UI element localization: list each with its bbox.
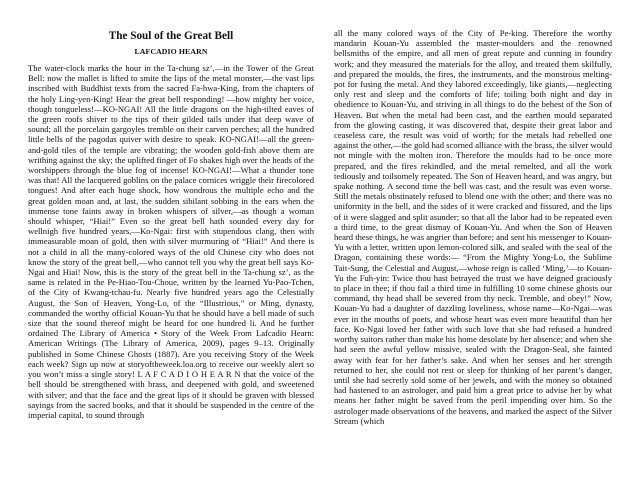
document-author: LAFCADIO HEARN: [134, 47, 208, 56]
left-column: [28, 30, 314, 420]
document-title: The Soul of the Great Bell: [108, 30, 234, 42]
left-column-text: The water-clock marks the hour in the Ta-chung sz’,—in the Tower of the Great Bell: now the mallet is lifted to smite the lips of the metal monster,—the vast lips inscribed with Buddhist texts from the sacred Fa-hwa-King, from the chapters of the holy Ling-yen-King! Hear the great bell responding! —how mighty her voice, though tongueless!—KO-NGAI! All the little dragons on the high-tilted eaves of the green roofs shiver to the tips of their gilded tails under that deep wave of sound; all the porcelain gargoyles tremble on their carven perches; all the hundred little bells of the pagodas quiver with desire to speak. KO-NGAI!—all the green-and-gold tiles of the temple are vibrating; the wooden gold-fish above them are writhing against the sky; the uplifted finger of Fo shakes high over the heads of the worshippers through the blue fog of incense! KO-NGAI!—What a thunder tone was that! All the lacquered goblins on the palace cornices wriggle their firecolored tongues! And after each huge shock, how wondrous the multiple echo and the great golden moan and, at last, the sudden sibilant sobbing in the ears when the immense tone faints away in broken whispers of silver,—as though a woman should whisper, “Hiai!” Even so the great bell hath sounded every day for wellnigh five hundred years,—Ko-Ngai: first with stupendous clang, then with immeasurable moan of gold, then with silver murmuring of “Hiai!” And there is not a child in all the many-colored ways of the old Chinese city who does not know the story of the great bell,—who cannot tell you why the great bell says Ko-Ngai and Hiai! Now, this is the story of the great bell in the Ta-chung sz’, as the same is related in the Pe-Hiao-Tou-Choue, written by the learned Yu-Pao-Tchen, of the City of Kwang-tchau-fu. Nearly five hundred years ago the Celestially August, the Son of Heaven, Yong-Lo, of the “Illustrious,” or Ming, dynasty, commanded the worthy official Kouan-Yu that he should have a bell made of such size that the sound thereof might be heard for one hundred li. And he further ordained The Library of America • Story of the Week From Lafcadio Hearn: American Writings (The Library of America, 2009), pages 9–13. Originally published in Some Chinese Ghosts (1887). Are you receiving Story of the Week each week? Sign up now at storyoftheweek.loa.org to receive our weekly alert so you won’t miss a single story! L A F C A D I O H E A R N that the voice of the bell should be strengthened with brass, and deepened with gold, and sweetened with silver; and that the face and the great lips of it should be graven with blessed sayings from the sacred books, and that it should be suspended in the centre of the imperial capital, to sound through: [28, 63, 314, 420]
right-column-text: all the many colored ways of the City of Pe-king. Therefore the worthy mandarin Kouan-Yu assembled the master-moulders and the renowned bellsmiths of the empire, and all men of great repute and cunning in foundry work; and they measured the materials for the alloy, and treated them skilfully, and prepared the moulds, the fires, the instruments, and the monstrous melting-pot for fusing the metal. And they labored exceedingly, like giants,—neglecting only rest and sleep and the comforts of life; toiling both night and day in obedience to Kouan-Yu, and striving in all things to do the behest of the Son of Heaven. But when the metal had been cast, and the earthen mould separated from the glowing casting, it was discovered that, despite their great labor and ceaseless care, the result was void of worth; for the metals had rebelled one against the other,—the gold had scorned alliance with the brass, the silver would not mingle with the molten iron. Therefore the moulds had to be once more prepared, and the fires rekindled, and the metal remelted, and all the work tediously and toilsomely repeated. The Son of Heaven heard, and was angry, but spake nothing. A second time the bell was cast, and the result was even worse. Still the metals obstinately refused to blend one with the other; and there was no uniformity in the bell, and the sides of it were cracked and fissured, and the lips of it were slagged and split asunder; so that all the labor had to be repeated even a third time, to the great dismay of Kouan-Yu. And when the Son of Heaven heard these things, he was angrier than before; and sent his messenger to Kouan-Yu with a letter, written upon lemon-colored silk, and sealed with the seal of the Dragon, containing these words:— “From the Mighty Yong-Lo, the Sublime Tait-Sung, the Celestial and August,—whose reign is called ‘Ming,’—to Kouan-Yu the Fuh-yin: Twice thou hast betrayed the trust we have deigned graciously to place in thee; if thou fail a third time in fulfilling 10 some chinese ghosts our command, thy head shall be severed from thy neck. Tremble, and obey!” Now, Kouan-Yu had a daughter of dazzling loveliness, whose name—Ko-Ngai—was ever in the mouths of poets, and whose heart was even more beautiful than her face. Ko-Ngai loved her father with such love that she had refused a hundred worthy suitors rather than make his home desolate by her absence; and when she had seen the awful yellow missive, sealed with the Dragon-Seal, she fainted away with fear for her father’s sake. And when her senses and her strength returned to her, she could not rest or sleep for thinking of her parent’s danger, until she had secretly sold some of her jewels, and with the money so obtained had hastened to an astrologer, and paid him a great price to advise her by what means her father might be saved from the peril impending over him. So the astrologer made observations of the heavens, and marked the aspect of the Silver Stream (which: [334, 28, 613, 426]
right-column: [334, 28, 612, 426]
